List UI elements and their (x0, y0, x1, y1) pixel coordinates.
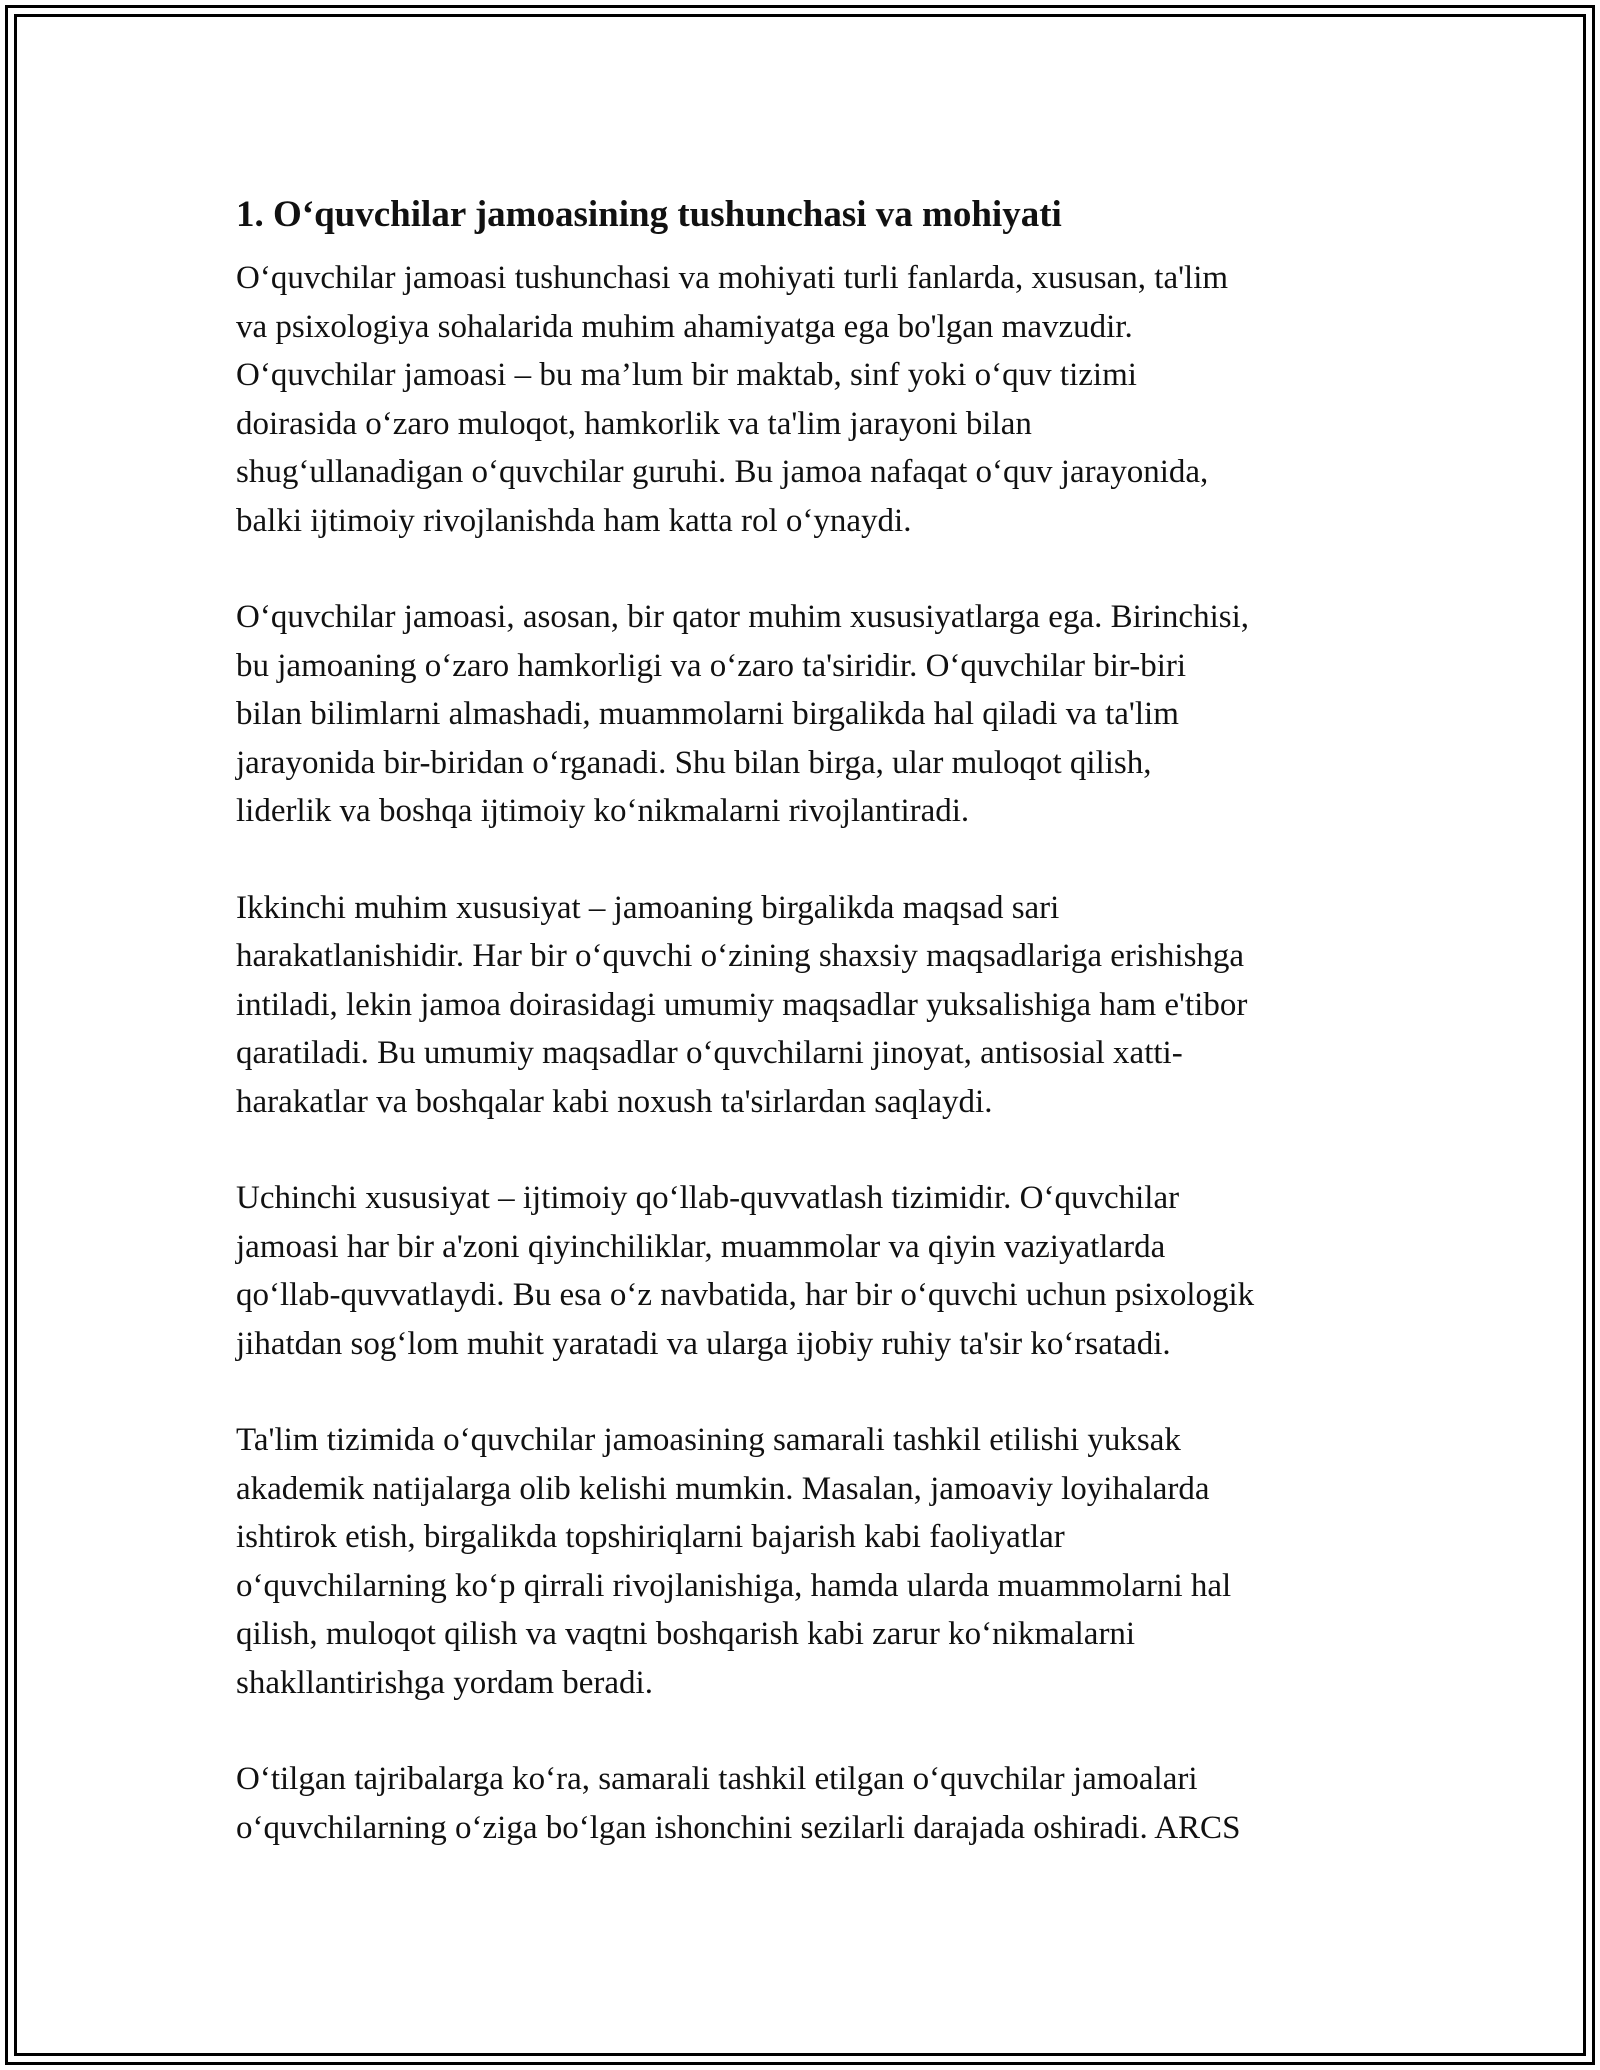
paragraph-line: ishtirok etish, birgalikda topshiriqlarni bajarish kabi faoliyatlar (236, 1519, 1065, 1555)
paragraph-line: O‘quvchilar jamoasi – bu ma’lum bir maktab, sinf yoki o‘quv tizimi (236, 357, 1137, 393)
document-body (236, 186, 1376, 1900)
paragraph-line: O‘quvchilar jamoasi, asosan, bir qator muhim xususiyatlarga ega. Birinchisi, (236, 599, 1250, 635)
paragraph-line: va psixologiya sohalarida muhim ahamiyatga ega bo'lgan mavzudir. (236, 308, 1133, 345)
paragraph-line: O‘quvchilar jamoasi tushunchasi va mohiyati turli fanlarda, xususan, ta'lim (236, 260, 1229, 296)
paragraph-line: o‘quvchilarning o‘ziga bo‘lgan ishonchini sezilarli darajada oshiradi. ARCS (236, 1809, 1241, 1846)
paragraph-line: harakatlanishidir. Har bir o‘quvchi o‘zining shaxsiy maqsadlariga erishishga (236, 938, 1245, 974)
section-heading: 1. O‘quvchilar jamoasining tushunchasi va mohiyati (236, 194, 1062, 235)
paragraph-line: O‘tilgan tajribalarga ko‘ra, samarali tashkil etilgan o‘quvchilar jamoalari (236, 1761, 1198, 1797)
paragraph-line: balki ijtimoiy rivojlanishda ham katta rol o‘ynaydi. (236, 502, 912, 539)
paragraph-line: Ikkinchi muhim xususiyat – jamoaning birgalikda maqsad sari (236, 889, 1060, 926)
paragraph-list (236, 254, 1376, 1852)
paragraph (236, 1755, 1376, 1852)
paragraph-line: doirasida o‘zaro muloqot, hamkorlik va ta'lim jarayoni bilan (236, 405, 1032, 442)
paragraph-line: Uchinchi xususiyat – ijtimoiy qo‘llab-quvvatlash tizimidir. O‘quvchilar (236, 1180, 1180, 1216)
paragraph-line: jamoasi har bir a'zoni qiyinchiliklar, muammolar va qiyin vaziyatlarda (236, 1228, 1166, 1265)
paragraph-line: shakllantirishga yordam beradi. (236, 1664, 653, 1701)
paragraph-line: Ta'lim tizimida o‘quvchilar jamoasining samarali tashkil etilishi yuksak (236, 1422, 1181, 1458)
paragraph (236, 254, 1376, 545)
paragraph-line: jarayonida bir-biridan o‘rganadi. Shu bilan birga, ular muloqot qilish, (236, 744, 1152, 781)
paragraph-line: o‘quvchilarning ko‘p qirrali rivojlanishiga, hamda ularda muammolarni hal (236, 1567, 1232, 1604)
paragraph-line: qilish, muloqot qilish va vaqtni boshqarish kabi zarur ko‘nikmalarni (236, 1616, 1136, 1652)
paragraph-line: liderlik va boshqa ijtimoiy ko‘nikmalarni rivojlantiradi. (236, 793, 970, 829)
paragraph-line: harakatlar va boshqalar kabi noxush ta'sirlardan saqlaydi. (236, 1083, 993, 1120)
paragraph (236, 1174, 1376, 1368)
paragraph-line: bu jamoaning o‘zaro hamkorligi va o‘zaro ta'siridir. O‘quvchilar bir-biri (236, 647, 1187, 684)
paragraph-line: intiladi, lekin jamoa doirasidagi umumiy maqsadlar yuksalishiga ham e'tibor (236, 986, 1248, 1023)
paragraph-line: bilan bilimlarni almashadi, muammolarni birgalikda hal qiladi va ta'lim (236, 696, 1179, 732)
paragraph-line: akademik natijalarga olib kelishi mumkin. Masalan, jamoaviy loyihalarda (236, 1470, 1210, 1507)
paragraph-line: qo‘llab-quvvatlaydi. Bu esa o‘z navbatida, har bir o‘quvchi uchun psixologik (236, 1277, 1255, 1313)
paragraph (236, 1416, 1376, 1707)
paragraph (236, 884, 1376, 1127)
paragraph (236, 593, 1376, 836)
paragraph-line: jihatdan sog‘lom muhit yaratadi va ularga ijobiy ruhiy ta'sir ko‘rsatadi. (236, 1325, 1171, 1362)
paragraph-line: shug‘ullanadigan o‘quvchilar guruhi. Bu jamoa nafaqat o‘quv jarayonida, (236, 454, 1209, 490)
paragraph-line: qaratiladi. Bu umumiy maqsadlar o‘quvchilarni jinoyat, antisosial xatti- (236, 1035, 1183, 1071)
